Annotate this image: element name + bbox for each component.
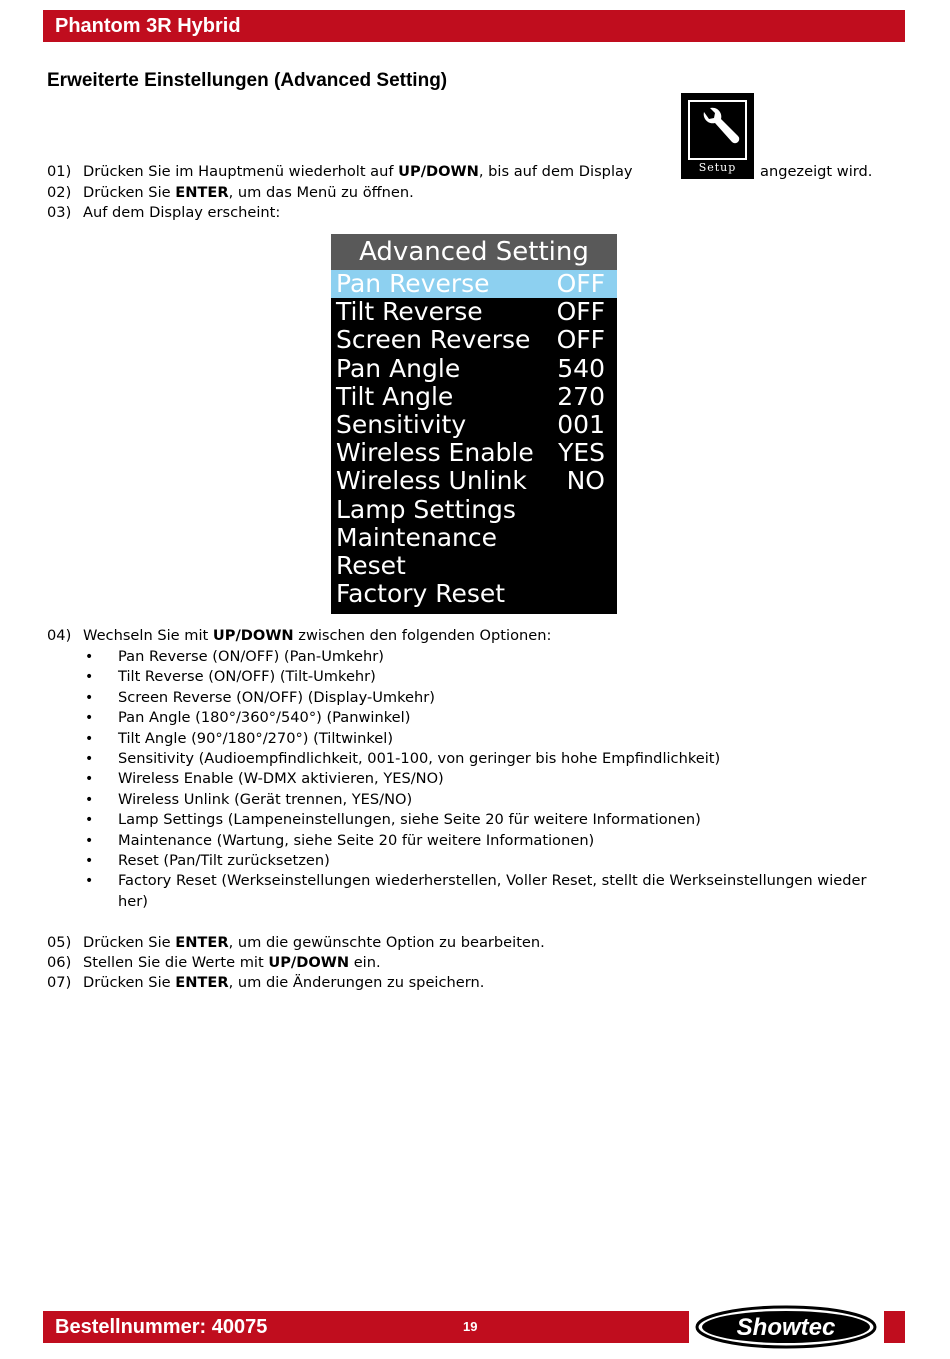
list-item [83, 769, 883, 789]
row-label: Tilt Reverse [336, 297, 483, 327]
logo-text: Showtec [736, 1314, 836, 1341]
display-row-wireless-unlink [331, 467, 617, 495]
bullet-icon: • [85, 771, 94, 788]
row-value: 001 [557, 409, 605, 439]
step-text: Drücken Sie [83, 184, 176, 201]
row-value: NO [566, 466, 605, 496]
list-item-text: Screen Reverse (ON/OFF) (Display-Umkehr) [118, 688, 435, 706]
setup-icon-label: Setup [698, 161, 737, 174]
step-01 [47, 162, 633, 182]
row-value: 270 [557, 381, 605, 411]
display-row-tilt-angle [331, 383, 617, 411]
list-item-text: Factory Reset (Werkseinstellungen wiederherstellen, Voller Reset, stellt die Werkseinstellungen wieder her) [118, 872, 867, 910]
list-item [83, 708, 883, 728]
step-keyword: UP/DOWN [268, 954, 350, 971]
display-row-tilt-reverse [331, 298, 617, 326]
step-number: 03) [47, 204, 72, 221]
step-keyword: ENTER [175, 934, 229, 951]
list-item-text: Pan Angle (180°/360°/540°) (Panwinkel) [118, 709, 411, 727]
step-06 [47, 953, 381, 973]
list-item [83, 831, 883, 851]
row-value: YES [558, 438, 605, 468]
step-number: 04) [47, 627, 72, 644]
list-item [83, 749, 883, 769]
page-header [43, 10, 905, 42]
row-label: Wireless Enable [336, 438, 534, 468]
row-label: Sensitivity [336, 409, 467, 439]
bullet-icon: • [85, 853, 94, 870]
bullet-icon: • [85, 730, 94, 747]
bullet-icon: • [85, 710, 94, 727]
display-row-sensitivity [331, 411, 617, 439]
page-footer [43, 1311, 689, 1343]
display-row-wireless-enable [331, 439, 617, 467]
bullet-icon: • [85, 649, 94, 665]
list-item-text: Lamp Settings (Lampeneinstellungen, siehe Seite 20 für weitere Informationen) [118, 811, 701, 829]
step-05 [47, 933, 545, 953]
step-number: 05) [47, 934, 72, 951]
row-label: Lamp Settings [336, 494, 516, 524]
bullet-icon: • [85, 832, 94, 849]
footer-accent [884, 1311, 905, 1343]
list-item [83, 810, 883, 830]
bullet-icon: • [85, 791, 94, 808]
list-item [83, 871, 883, 912]
step-keyword: ENTER [175, 184, 229, 201]
display-row-maintenance [331, 524, 617, 552]
list-item [83, 729, 883, 749]
step-keyword: ENTER [175, 974, 229, 991]
bullet-icon: • [85, 751, 94, 768]
section-title: Erweiterte Einstellungen (Advanced Setting) [47, 70, 448, 91]
list-item [83, 667, 883, 687]
bullet-icon: • [85, 669, 94, 686]
display-row-factory-reset [331, 580, 617, 608]
step-number: 06) [47, 954, 72, 971]
step-number: 02) [47, 184, 72, 201]
step-number: 07) [47, 974, 72, 991]
row-label: Tilt Angle [336, 381, 454, 411]
step-04 [47, 626, 551, 646]
wrench-icon [688, 100, 747, 160]
step-keyword: UP/DOWN [398, 163, 479, 180]
row-label: Maintenance [336, 522, 497, 552]
list-item-text: Sensitivity (Audioempfindlichkeit, 001-100, von geringer bis hohe Empfindlichkeit) [118, 750, 721, 768]
list-item-text: Pan Reverse (ON/OFF) (Pan-Umkehr) [118, 648, 384, 665]
step-text: Drücken Sie im Hauptmenü wiederholt auf [83, 163, 399, 180]
display-row-pan-reverse [331, 270, 617, 298]
row-value: OFF [556, 269, 605, 298]
showtec-logo [695, 1305, 878, 1349]
row-value: 540 [557, 353, 605, 383]
bullet-icon: • [85, 689, 94, 706]
row-label: Factory Reset [336, 579, 506, 609]
step-07 [47, 973, 484, 993]
list-item [83, 790, 883, 810]
step-text: , um die gewünschte Option zu bearbeiten. [228, 934, 545, 951]
step-text: ein. [349, 954, 381, 971]
bullet-icon: • [85, 812, 94, 829]
header-title: Phantom 3R Hybrid [55, 15, 241, 37]
step-keyword: UP/DOWN [212, 627, 294, 644]
row-label: Wireless Unlink [336, 466, 527, 496]
options-list [83, 647, 883, 912]
display-row-screen-reverse [331, 326, 617, 354]
list-item [83, 688, 883, 708]
row-label: Reset [336, 550, 406, 580]
page-number: 19 [463, 1319, 478, 1334]
device-display [331, 234, 617, 614]
step-text: Auf dem Display erscheint: [83, 204, 281, 221]
row-label: Screen Reverse [336, 325, 531, 355]
list-item [83, 851, 883, 871]
step-02 [47, 183, 414, 203]
display-row-pan-angle [331, 355, 617, 383]
row-value: OFF [556, 325, 605, 355]
step-text: , um das Menü zu öffnen. [228, 184, 414, 201]
step-03 [47, 203, 280, 223]
display-title: Advanced Setting [331, 234, 617, 270]
list-item-text: Wireless Unlink (Gerät trennen, YES/NO) [118, 790, 413, 808]
step-01-suffix: angezeigt wird. [760, 163, 873, 180]
row-value: OFF [556, 297, 605, 327]
step-text: Wechseln Sie mit [83, 627, 213, 644]
step-text: zwischen den folgenden Optionen: [293, 627, 552, 644]
row-label: Pan Reverse [336, 269, 490, 298]
list-item-text: Wireless Enable (W-DMX aktivieren, YES/NO) [118, 770, 444, 788]
step-number: 01) [47, 163, 72, 180]
display-row-reset [331, 552, 617, 580]
step-text: , um die Änderungen zu speichern. [228, 974, 485, 991]
list-item [83, 647, 883, 667]
list-item-text: Maintenance (Wartung, siehe Seite 20 für weitere Informationen) [118, 831, 595, 849]
row-label: Pan Angle [336, 353, 461, 383]
list-item-text: Reset (Pan/Tilt zurücksetzen) [118, 852, 330, 870]
list-item-text: Tilt Reverse (ON/OFF) (Tilt-Umkehr) [118, 668, 376, 686]
step-text: Drücken Sie [83, 974, 176, 991]
step-text: Drücken Sie [83, 934, 176, 951]
step-text: Stellen Sie die Werte mit [83, 954, 269, 971]
setup-menu-icon [681, 93, 754, 179]
bullet-icon: • [85, 873, 94, 890]
display-row-lamp-settings [331, 496, 617, 524]
list-item-text: Tilt Angle (90°/180°/270°) (Tiltwinkel) [118, 729, 394, 747]
step-text: , bis auf dem Display [478, 163, 633, 180]
order-number: Bestellnummer: 40075 [55, 1316, 268, 1338]
